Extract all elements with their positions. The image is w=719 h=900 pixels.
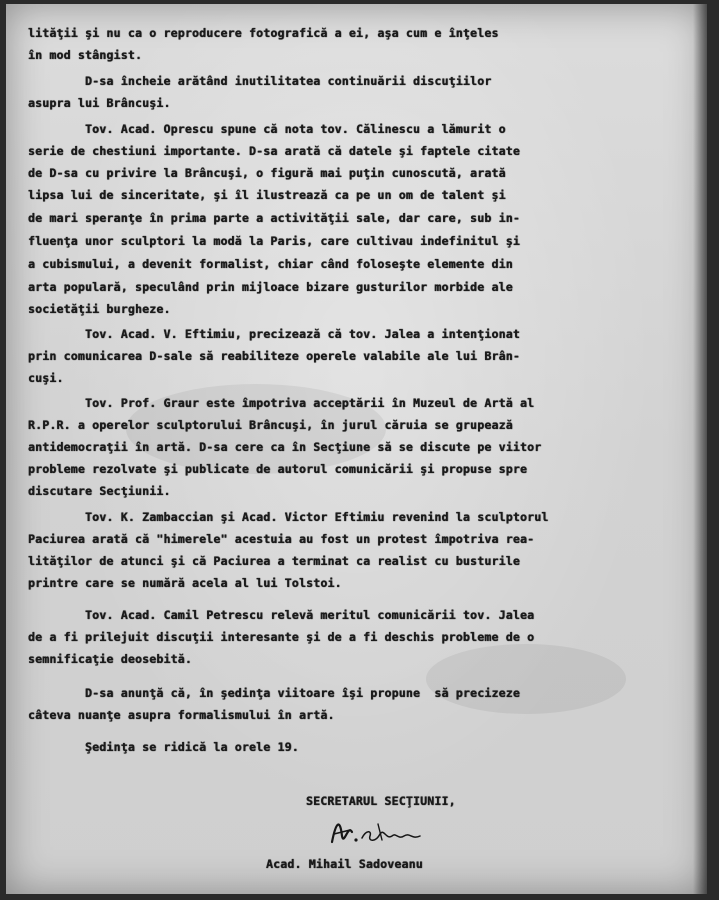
text-line: printre care se numără acela al lui Tolstoi. xyxy=(28,576,342,590)
text-line: prin comunicarea D-sale să reabiliteze operele valabile ale lui Brân- xyxy=(28,349,520,363)
text-line: semnificaţie deosebită. xyxy=(28,652,192,666)
signer-name: Acad. Mihail Sadoveanu xyxy=(266,857,423,871)
text-line: Paciurea arată că "himerele" acestuia au fost un protest împotriva rea- xyxy=(28,532,535,546)
text-line: lităţilor de atunci şi că Paciurea a terminat ca realist cu busturile xyxy=(28,554,520,568)
text-line: de a fi prilejuit discuţii interesante şi de a fi deschis probleme de o xyxy=(28,630,535,644)
text-line: Tov. Acad. V. Eftimiu, precizează că tov. Jalea a intenţionat xyxy=(28,327,520,341)
text-line: D-sa anunţă că, în şedinţa viitoare îşi propune să precizeze xyxy=(28,686,520,700)
text-line: arta populară, speculând prin mijloace bizare gusturilor morbide ale xyxy=(28,280,513,294)
text-line: de mari speranţe în prima parte a activităţii sale, dar care, sub in- xyxy=(28,211,520,225)
text-line: a cubismului, a devenit formalist, chiar când foloseşte elemente din xyxy=(28,257,513,271)
text-line: societăţii burgheze. xyxy=(28,302,171,316)
handwritten-signature xyxy=(326,812,436,852)
text-line: asupra lui Brâncuşi. xyxy=(28,96,171,110)
text-line: probleme rezolvate şi publicate de autorul comunicării şi propuse spre xyxy=(28,462,528,476)
text-line: Tov. Acad. Camil Petrescu relevă meritul comunicării tov. Jalea xyxy=(28,608,535,622)
text-line: R.P.R. a operelor sculptorului Brâncuşi, în jurul căruia se grupează xyxy=(28,418,513,432)
document-page xyxy=(6,4,707,894)
text-line: Tov. Prof. Graur este împotriva acceptării în Muzeul de Artă al xyxy=(28,396,535,410)
scan-shadow-edge xyxy=(693,4,707,894)
text-line: lităţii şi nu ca o reproducere fotografică a ei, aşa cum e înţeles xyxy=(28,26,499,40)
text-line: câteva nuanţe asupra formalismului în artă. xyxy=(28,708,335,722)
text-line: Tov. Acad. Oprescu spune că nota tov. Călinescu a lămurit o xyxy=(28,122,506,136)
text-line: serie de chestiuni importante. D-sa arată că datele şi faptele citate xyxy=(28,144,520,158)
text-line: Şedinţa se ridică la orele 19. xyxy=(28,740,299,754)
text-line: antidemocraţii în artă. D-sa cere ca în Secţiune să se discute pe viitor xyxy=(28,440,542,454)
signature-title: SECRETARUL SECŢIUNII, xyxy=(306,794,456,808)
text-line: lipsa lui de sinceritate, şi îl ilustrează ca pe un om de talent şi xyxy=(28,188,506,202)
text-line: Tov. K. Zambaccian şi Acad. Victor Eftimiu revenind la sculptorul xyxy=(28,510,549,524)
text-line: în mod stângist. xyxy=(28,48,143,62)
text-line: de D-sa cu privire la Brâncuşi, o figură mai puţin cunoscută, arată xyxy=(28,166,506,180)
text-line: fluenţa unor sculptori la modă la Paris, care cultivau indefinitul şi xyxy=(28,234,520,248)
text-line: cuşi. xyxy=(28,371,64,385)
text-line: discutare Secţiunii. xyxy=(28,484,171,498)
text-line: D-sa încheie arătând inutilitatea continuării discuţiilor xyxy=(28,74,492,88)
